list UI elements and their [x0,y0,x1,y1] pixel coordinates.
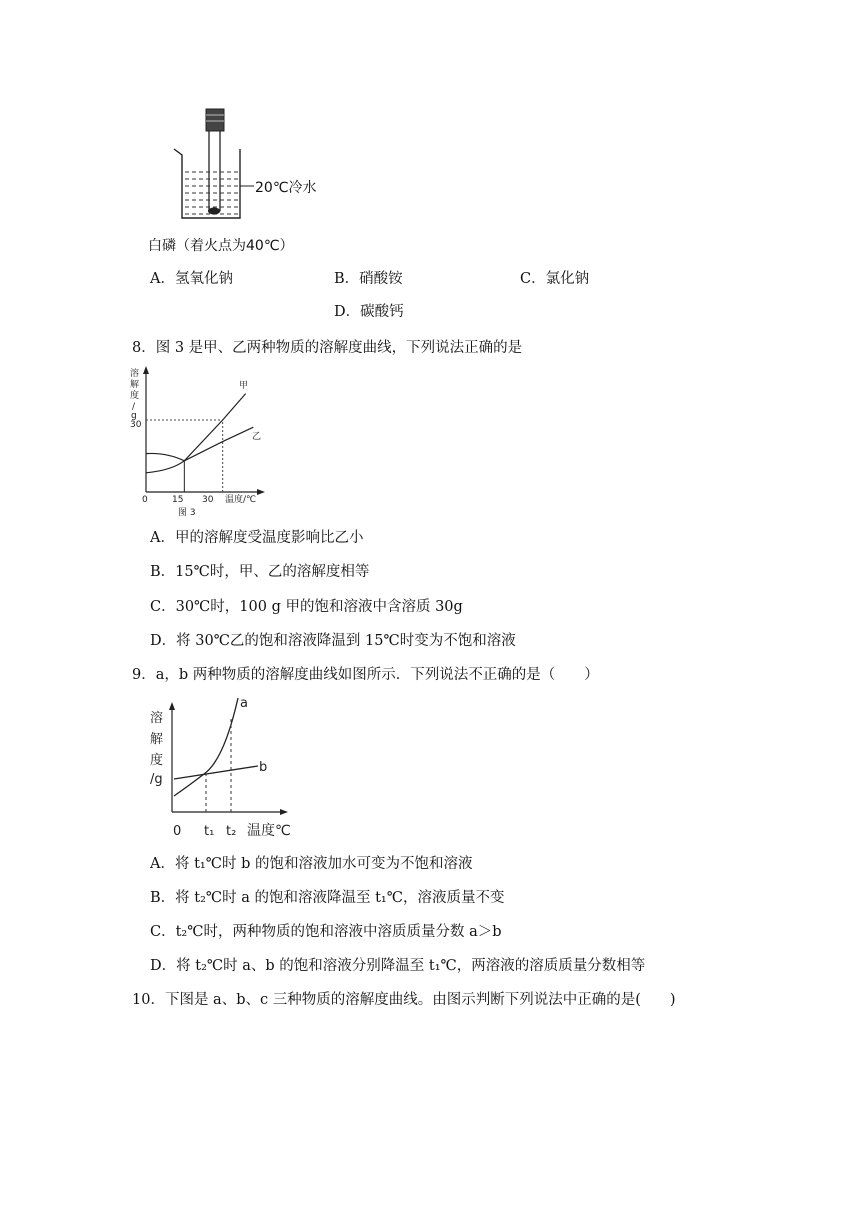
x-tick-t2: t₂ [226,824,237,839]
x-axis-arrow [280,809,288,815]
series-yi-label: 乙 [252,432,262,442]
y-tick-30: 30 [130,420,142,430]
option-text: 碳酸钙 [360,304,404,320]
q7-option-a [150,269,233,289]
x-axis-label: 温度/℃ [225,495,257,505]
option-text: 30℃时，100 g 甲的饱和溶液中含溶质 30g [175,599,463,615]
series-jia-line [146,394,246,473]
y-label-char: 解 [150,732,164,747]
option-letter: B． [150,890,176,906]
beaker-figure [148,105,360,260]
series-a-label: a [240,696,248,711]
option-text: 将 t₁℃时 b 的饱和溶液加水可变为不饱和溶液 [174,856,473,872]
q8-option-a [150,528,363,548]
q9-option-a [150,854,472,874]
x-tick-30: 30 [202,495,214,505]
option-text: 将 t₂℃时 a、b 的饱和溶液分别降温至 t₁℃，两溶液的溶质质量分数相等 [176,958,646,974]
figure-caption: 图 3 [178,508,196,518]
option-letter: D． [150,633,177,649]
q9-option-c [150,922,502,942]
option-letter: C． [150,599,176,615]
series-jia-label: 甲 [239,381,249,391]
cold-water-label: 20℃冷水 [255,180,317,196]
x-tick-t1: t₁ [204,824,215,839]
option-letter: D． [334,304,361,320]
option-letter: B． [150,564,176,580]
y-label-char: 溶 [150,711,164,726]
option-text: 15℃时，甲、乙的溶解度相等 [175,564,370,580]
q7-option-c [520,269,589,289]
y-axis-arrow [143,366,149,374]
option-text: 硝酸铵 [359,271,403,287]
q9-option-b [150,888,504,908]
option-letter: A． [150,530,175,546]
q9-option-d [150,956,645,976]
x-tick-15: 15 [172,495,184,505]
option-text: 氢氧化钠 [174,271,233,287]
y-axis-arrow [169,702,175,710]
q8-option-b [150,562,369,582]
option-text: 甲的溶解度受温度影响比乙小 [174,530,364,546]
q9-chart [146,692,306,842]
option-letter: A． [150,856,175,872]
option-text: 将 t₂℃时 a 的饱和溶液降温至 t₁℃，溶液质量不变 [175,890,505,906]
q8-option-c [150,597,463,617]
option-text: 将 30℃乙的饱和溶液降温到 15℃时变为不饱和溶液 [176,633,516,649]
option-text: 氯化钠 [545,271,590,287]
series-b-line [174,766,258,779]
y-label-char: 度 [130,391,140,401]
y-axis-label [130,367,139,421]
q9-solubility-chart [146,692,306,842]
q7-option-d [334,302,404,322]
q9-stem: 9．a，b 两种物质的溶解度曲线如图所示．下列说法不正确的是（ ） [132,667,599,683]
x-tick-0: 0 [173,824,182,839]
q7-option-b [334,269,403,289]
series-b-label: b [259,760,268,775]
option-letter: C． [520,271,546,287]
y-label-char: 溶 [130,369,140,379]
y-label-char: 解 [130,380,140,390]
q10-stem: 10．下图是 a、b、c 三种物质的溶解度曲线。由图示判断下列说法中正确的是( ) [132,992,676,1008]
option-letter: C． [150,924,176,940]
white-phosphorus-caption: 白磷（着火点为40℃） [148,238,294,254]
y-label-char: / [132,402,136,412]
option-text: t₂℃时，两种物质的饱和溶液中溶质质量分数 a＞b [175,924,502,940]
option-letter: B． [334,271,360,287]
x-tick-0: 0 [142,495,148,505]
option-letter: D． [150,958,177,974]
y-label-char: 度 [150,753,164,768]
q8-stem: 8．图 3 是甲、乙两种物质的溶解度曲线，下列说法正确的是 [132,340,523,356]
q8-solubility-chart [126,362,276,522]
q8-chart [126,362,276,522]
y-axis-label [150,710,163,787]
q8-option-d [150,631,516,651]
x-axis-label: 温度℃ [247,823,291,839]
option-letter: A． [150,271,175,287]
y-label-char: g [131,411,137,421]
x-axis-arrow [257,489,265,495]
y-label-char: /g [150,772,163,787]
